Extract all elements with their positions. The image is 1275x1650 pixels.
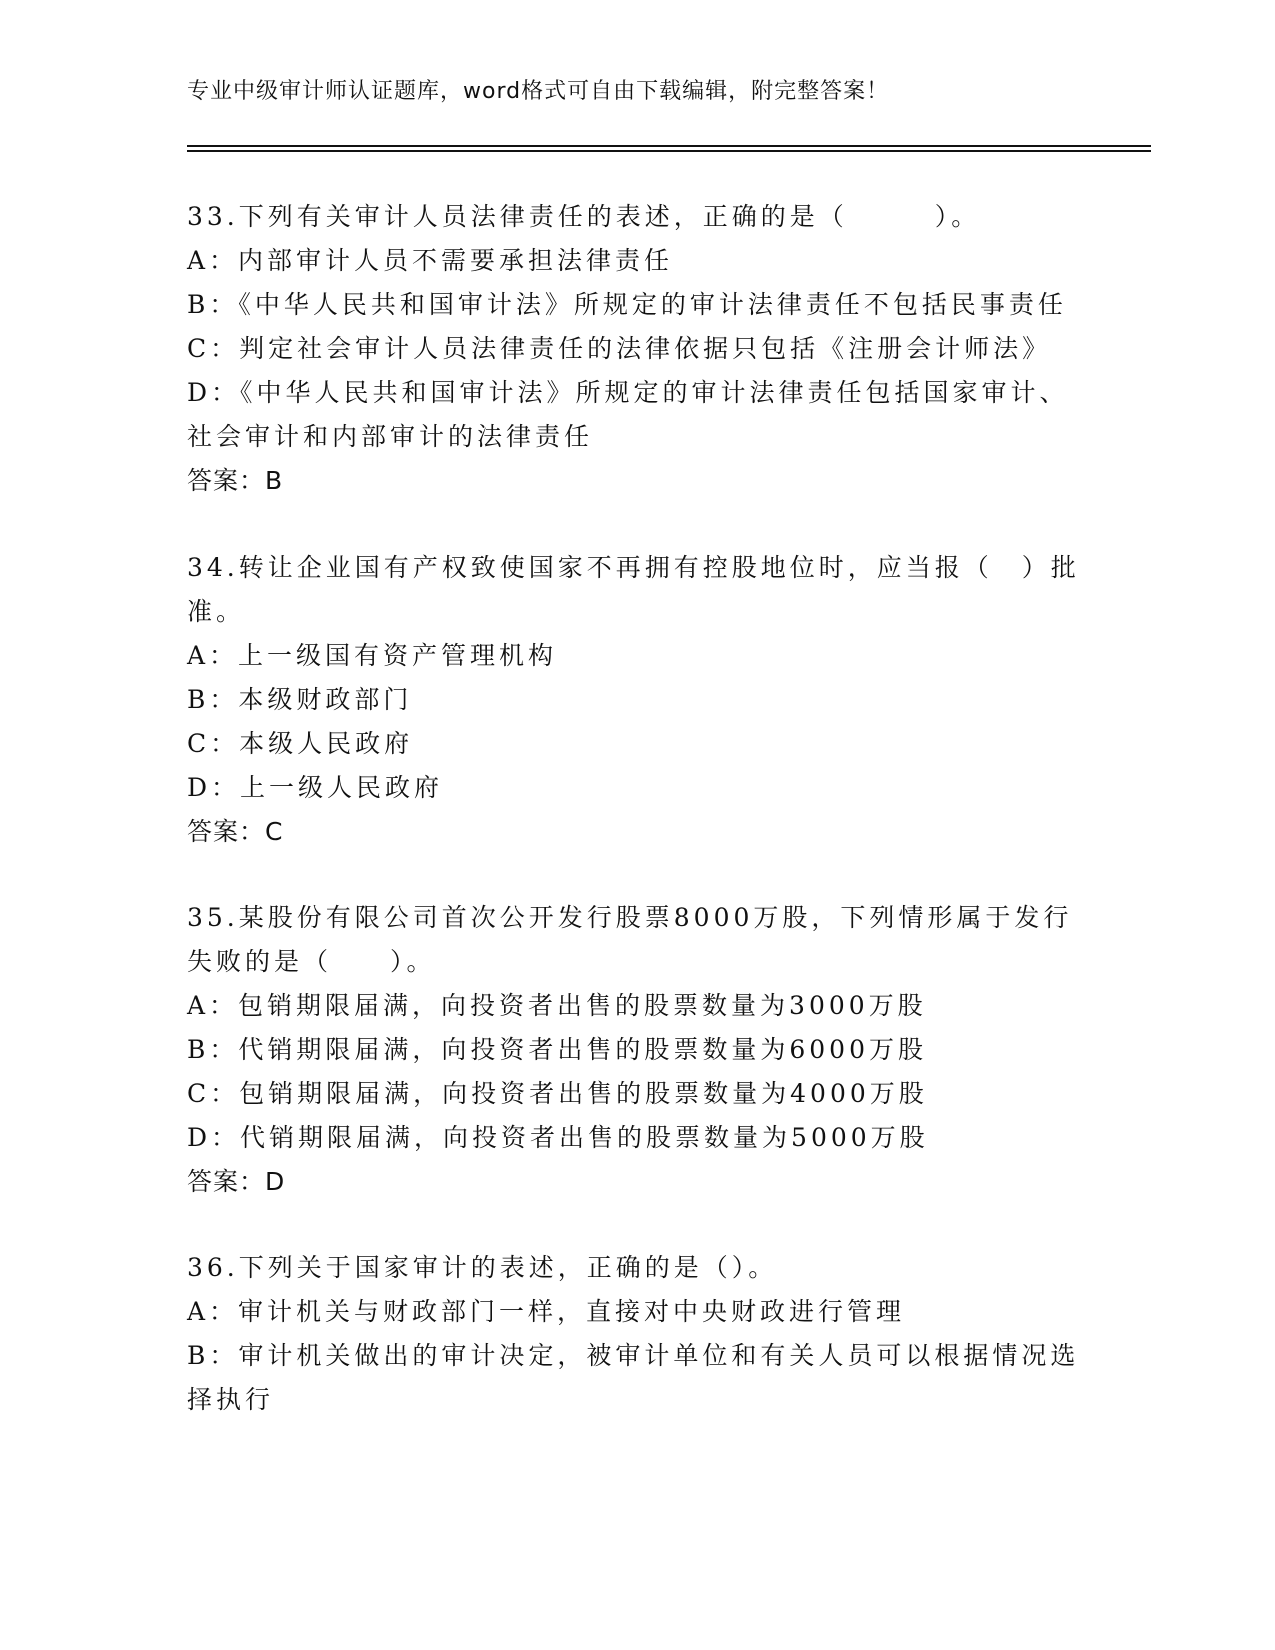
option-b: B：审计机关做出的审计决定，被审计单位和有关人员可以根据情况选 bbox=[187, 1341, 1080, 1370]
option-d-continued: 社会审计和内部审计的法律责任 bbox=[187, 422, 594, 451]
question-stem: 35.某股份有限公司首次公开发行股票8000万股，下列情形属于发行 bbox=[187, 903, 1073, 932]
answer-line: 答案：B bbox=[187, 466, 284, 495]
question-stem-continued: 失败的是（ ）。 bbox=[187, 947, 436, 976]
question-stem: 36.下列关于国家审计的表述，正确的是（）。 bbox=[187, 1253, 778, 1282]
option-a: A：审计机关与财政部门一样，直接对中央财政进行管理 bbox=[187, 1297, 906, 1326]
question-stem: 33.下列有关审计人员法律责任的表述，正确的是（ ）。 bbox=[187, 202, 981, 231]
option-a: A：上一级国有资产管理机构 bbox=[187, 641, 558, 670]
answer-line: 答案：C bbox=[187, 817, 284, 846]
option-d: D：代销期限届满，向投资者出售的股票数量为5000万股 bbox=[187, 1123, 929, 1152]
option-a: A：包销期限届满，向投资者出售的股票数量为3000万股 bbox=[187, 991, 927, 1020]
header-rule-bottom bbox=[187, 150, 1151, 152]
header-text: 专业中级审计师认证题库，word格式可自由下载编辑，附完整答案！ bbox=[187, 79, 890, 104]
option-b-continued: 择执行 bbox=[187, 1385, 275, 1414]
option-a: A：内部审计人员不需要承担法律责任 bbox=[187, 246, 674, 275]
option-d: D：《中华人民共和国审计法》所规定的审计法律责任包括国家审计、 bbox=[187, 378, 1069, 407]
option-b: B：《中华人民共和国审计法》所规定的审计法律责任不包括民事责任 bbox=[187, 290, 1067, 319]
option-d: D：上一级人民政府 bbox=[187, 773, 444, 802]
question-stem: 34.转让企业国有产权致使国家不再拥有控股地位时，应当报（ ）批 bbox=[187, 553, 1080, 582]
header-rule-top bbox=[187, 145, 1151, 147]
option-c: C：包销期限届满，向投资者出售的股票数量为4000万股 bbox=[187, 1079, 928, 1108]
option-c: C：本级人民政府 bbox=[187, 729, 414, 758]
option-b: B：代销期限届满，向投资者出售的股票数量为6000万股 bbox=[187, 1035, 927, 1064]
answer-line: 答案：D bbox=[187, 1167, 286, 1196]
option-b: B：本级财政部门 bbox=[187, 685, 413, 714]
option-c: C：判定社会审计人员法律责任的法律依据只包括《注册会计师法》 bbox=[187, 334, 1052, 363]
question-stem-continued: 准。 bbox=[187, 597, 246, 626]
